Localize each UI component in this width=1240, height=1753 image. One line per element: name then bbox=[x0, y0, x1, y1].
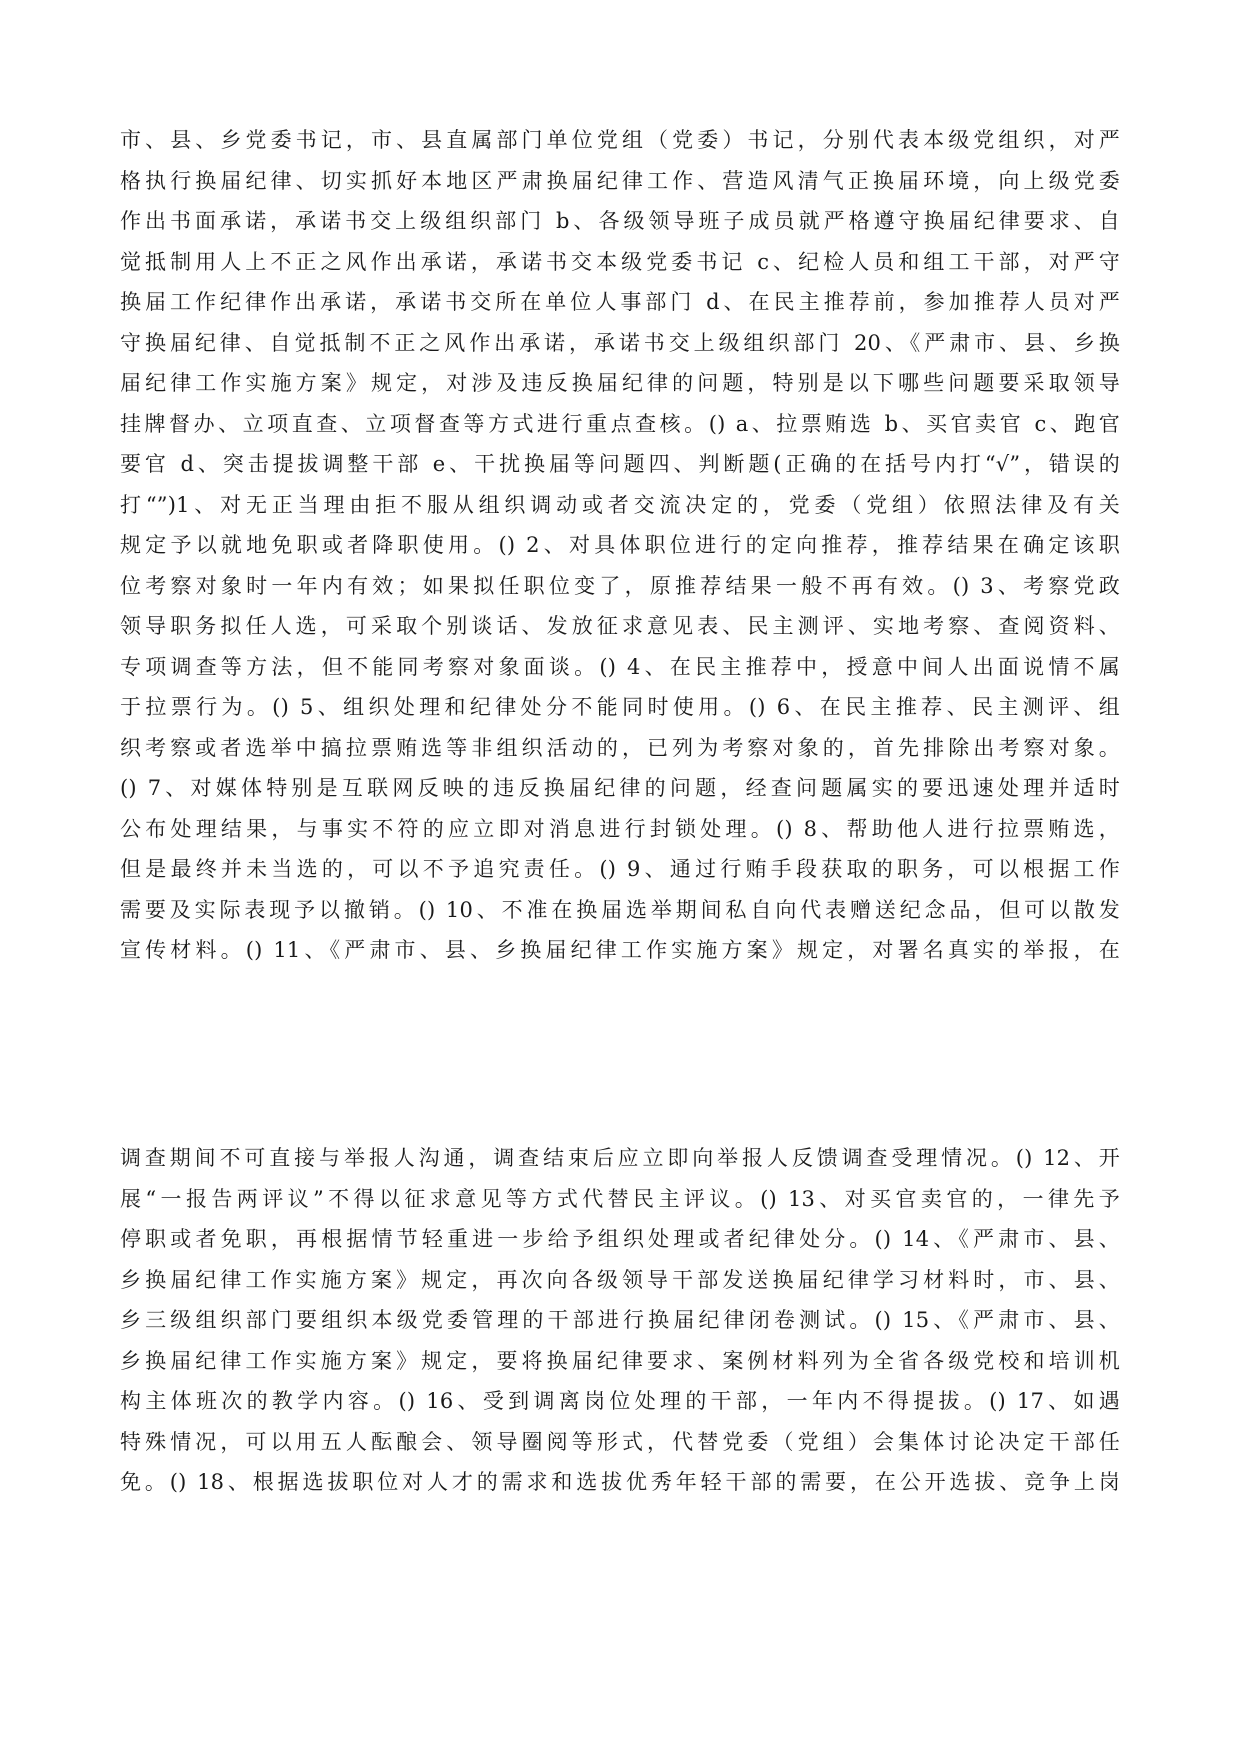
text-line: 觉抵制用人上不正之风作出承诺，承诺书交本级党委书记 c、纪检人员和组工干部，对严守 bbox=[120, 249, 1120, 274]
text-line: 需要及实际表现予以撤销。() 10、不准在换届选举期间私自向代表赠送纪念品，但可以散发 bbox=[120, 897, 1120, 922]
text-line: 于拉票行为。() 5、组织处理和纪律处分不能同时使用。() 6、在民主推荐、民主测评、组 bbox=[120, 695, 1120, 719]
text-line: 要官 d、突击提拔调整干部 e、干扰换届等问题四、判断题(正确的在括号内打“√”，错误的 bbox=[120, 452, 1120, 476]
text-line: 专项调查等方法，但不能同考察对象面谈。() 4、在民主推荐中，授意中间人出面说情不属 bbox=[120, 654, 1120, 679]
text-line: 届纪律工作实施方案》规定，对涉及违反换届纪律的问题，特别是以下哪些问题要采取领导 bbox=[120, 371, 1120, 395]
text-line: 乡换届纪律工作实施方案》规定，要将换届纪律要求、案例材料列为全省各级党校和培训机 bbox=[120, 1348, 1120, 1373]
text-line: 市、县、乡党委书记，市、县直属部门单位党组（党委）书记，分别代表本级党组织，对严 bbox=[120, 128, 1120, 152]
body-paragraph-1 bbox=[120, 120, 1120, 971]
body-paragraph-2 bbox=[120, 1138, 1120, 1503]
text-line: 展“一报告两评议”不得以征求意见等方式代替民主评议。() 13、对买官卖官的，一律先予 bbox=[120, 1186, 1120, 1211]
text-line: 作出书面承诺，承诺书交上级组织部门 b、各级领导班子成员就严格遵守换届纪律要求、自 bbox=[120, 209, 1120, 233]
text-line: 守换届纪律、自觉抵制不正之风作出承诺，承诺书交上级组织部门 20、《严肃市、县、乡换 bbox=[120, 330, 1120, 355]
text-line: 停职或者免职，再根据情节轻重进一步给予组织处理或者纪律处分。() 14、《严肃市、县、 bbox=[120, 1227, 1120, 1251]
text-line: 换届工作纪律作出承诺，承诺书交所在单位人事部门 d、在民主推荐前，参加推荐人员对严 bbox=[120, 290, 1120, 314]
text-line: 位考察对象时一年内有效；如果拟任职位变了，原推荐结果一般不再有效。() 3、考察党政 bbox=[120, 573, 1120, 598]
text-line: 织考察或者选举中搞拉票贿选等非组织活动的，已列为考察对象的，首先排除出考察对象。 bbox=[120, 735, 1120, 760]
text-line: 乡三级组织部门要组织本级党委管理的干部进行换届纪律闭卷测试。() 15、《严肃市、县、 bbox=[120, 1308, 1120, 1332]
text-line: 公布处理结果，与事实不符的应立即对消息进行封锁处理。() 8、帮助他人进行拉票贿选， bbox=[120, 816, 1120, 841]
text-line: 但是最终并未当选的，可以不予追究责任。() 9、通过行贿手段获取的职务，可以根据工作 bbox=[120, 857, 1120, 881]
text-line: 乡换届纪律工作实施方案》规定，再次向各级领导干部发送换届纪律学习材料时，市、县、 bbox=[120, 1267, 1120, 1292]
text-line: 格执行换届纪律、切实抓好本地区严肃换届纪律工作、营造风清气正换届环境，向上级党委 bbox=[120, 168, 1120, 193]
text-line: 打“”)1、对无正当理由拒不服从组织调动或者交流决定的，党委（党组）依照法律及有关 bbox=[120, 492, 1120, 517]
text-line: 挂牌督办、立项直查、立项督查等方式进行重点查核。() a、拉票贿选 b、买官卖官 c、跑官 bbox=[120, 411, 1120, 436]
text-line: 规定予以就地免职或者降职使用。() 2、对具体职位进行的定向推荐，推荐结果在确定该职 bbox=[120, 533, 1120, 557]
text-line: 宣传材料。() 11、《严肃市、县、乡换届纪律工作实施方案》规定，对署名真实的举报，在 bbox=[120, 938, 1120, 962]
text-line: () 7、对媒体特别是互联网反映的违反换届纪律的问题，经查问题属实的要迅速处理并适时 bbox=[120, 776, 1120, 800]
text-line: 免。() 18、根据选拔职位对人才的需求和选拔优秀年轻干部的需要，在公开选拔、竞争上岗 bbox=[120, 1470, 1120, 1494]
text-line: 特殊情况，可以用五人酝酿会、领导圈阅等形式，代替党委（党组）会集体讨论决定干部任 bbox=[120, 1429, 1120, 1454]
text-line: 领导职务拟任人选，可采取个别谈话、发放征求意见表、民主测评、实地考察、查阅资料、 bbox=[120, 614, 1120, 638]
text-line: 构主体班次的教学内容。() 16、受到调离岗位处理的干部，一年内不得提拔。() 17、如遇 bbox=[120, 1389, 1120, 1413]
text-line: 调查期间不可直接与举报人沟通，调查结束后应立即向举报人反馈调查受理情况。() 12、开 bbox=[120, 1146, 1120, 1170]
